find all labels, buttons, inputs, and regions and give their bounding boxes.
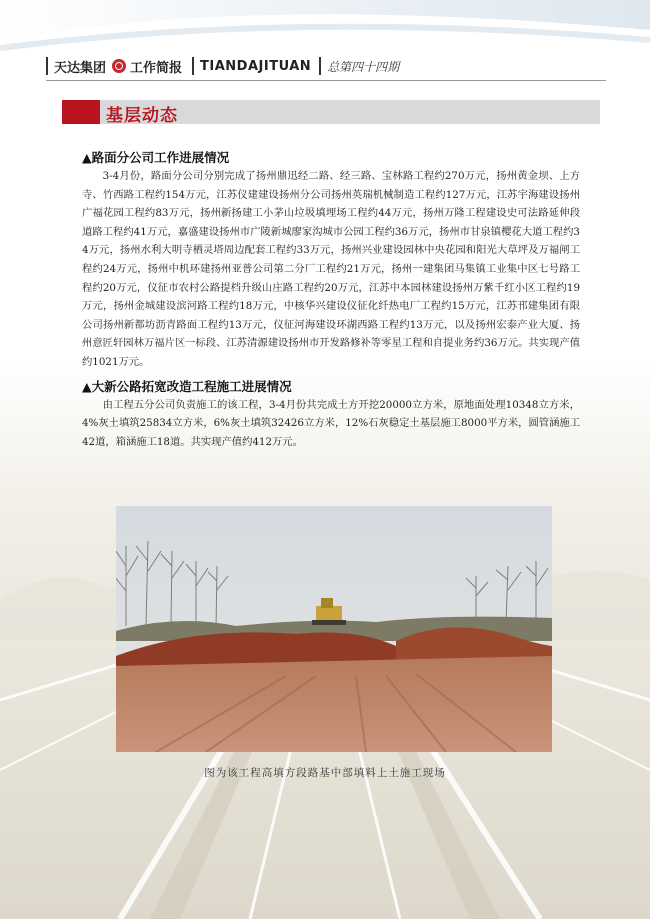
article-body: 由工程五分公司负责施工的该工程，3-4月份共完成土方开挖20000立方米，原地面处理10348立方米，4%灰土填筑25834立方米，6%灰土填筑32426立方米，12%石灰稳定土基层施工8000平方米，圆管涵施工42道，箱涵施工18道。共实现产值约412万元。: [82, 398, 580, 448]
issue-number: 总第四十四期: [327, 59, 400, 74]
header-rule: [46, 80, 606, 81]
header-separator: [192, 57, 194, 75]
photo-caption: 图为该工程高填方段路基中部填料上土施工现场: [204, 767, 446, 779]
section-banner-accent: [62, 100, 100, 124]
bulletin-title: 工作简报: [130, 60, 183, 76]
article-body: 3-4月份，路面分公司分别完成了扬州鼎迅经二路、经三路、宝林路工程约270万元，扬州黄金坝、上方寺、竹西路工程约154万元，江苏仪建建设扬州分公司扬州英瑞机械制造工程约127万元，江苏宇海建设扬州广福花园工程约83万元，扬州新扬建工小茅山垃圾填埋场工程约44万元，扬州万隆工程建设史可法路延伸段道路工程约41万元，嘉盛建设扬州市广陵新城廖家沟城市公园工程约36万元，扬州市甘泉镇樱花大道工程约34万元，扬州水利大明寺栖灵塔周边配套工程约33万元，扬州兴业建设园林中央花园和阳光大草坪及万福闸工程约24万元，扬州中机环建扬州亚普公司第二分厂工程约21万元，扬州一建集团马集镇工业集中区七号路工程约20万元，仪征市农村公路提档升级山庄路工程约20万元，江苏中本园林建设扬州万紫千红小区工程约19万元，扬州金城建设滨河路工程约18万元，中核华兴建设仪征化纤热电厂工程约15万元，江苏邗建集团有限公司扬州新都坊沥青路面工程约13万元，仪征河海建设环湖西路工程约13万元，以及扬州宏泰产业大厦、扬州意匠轩园林万福片区一标段、江苏清源建设扬州市开发路修补等零星工程和自提业务约36万元。共实现产值约1021万元。: [82, 170, 580, 368]
article-content: [82, 148, 580, 451]
header-separator-2: [319, 57, 321, 75]
company-pinyin: TIANDAJITUAN: [200, 58, 312, 74]
photo-illustration: [116, 506, 552, 752]
header-left-bar: [46, 57, 48, 75]
company-logo-icon: [112, 59, 126, 73]
section-title: 基层动态: [106, 106, 178, 126]
section-banner: [62, 100, 600, 124]
construction-site-photo: [116, 506, 552, 752]
article-heading: ▲路面分公司工作进展情况: [82, 150, 230, 165]
company-name: 天达集团: [54, 60, 107, 76]
article-heading: ▲大新公路拓宽改造工程施工进展情况: [82, 378, 292, 394]
page-header: [46, 55, 606, 77]
